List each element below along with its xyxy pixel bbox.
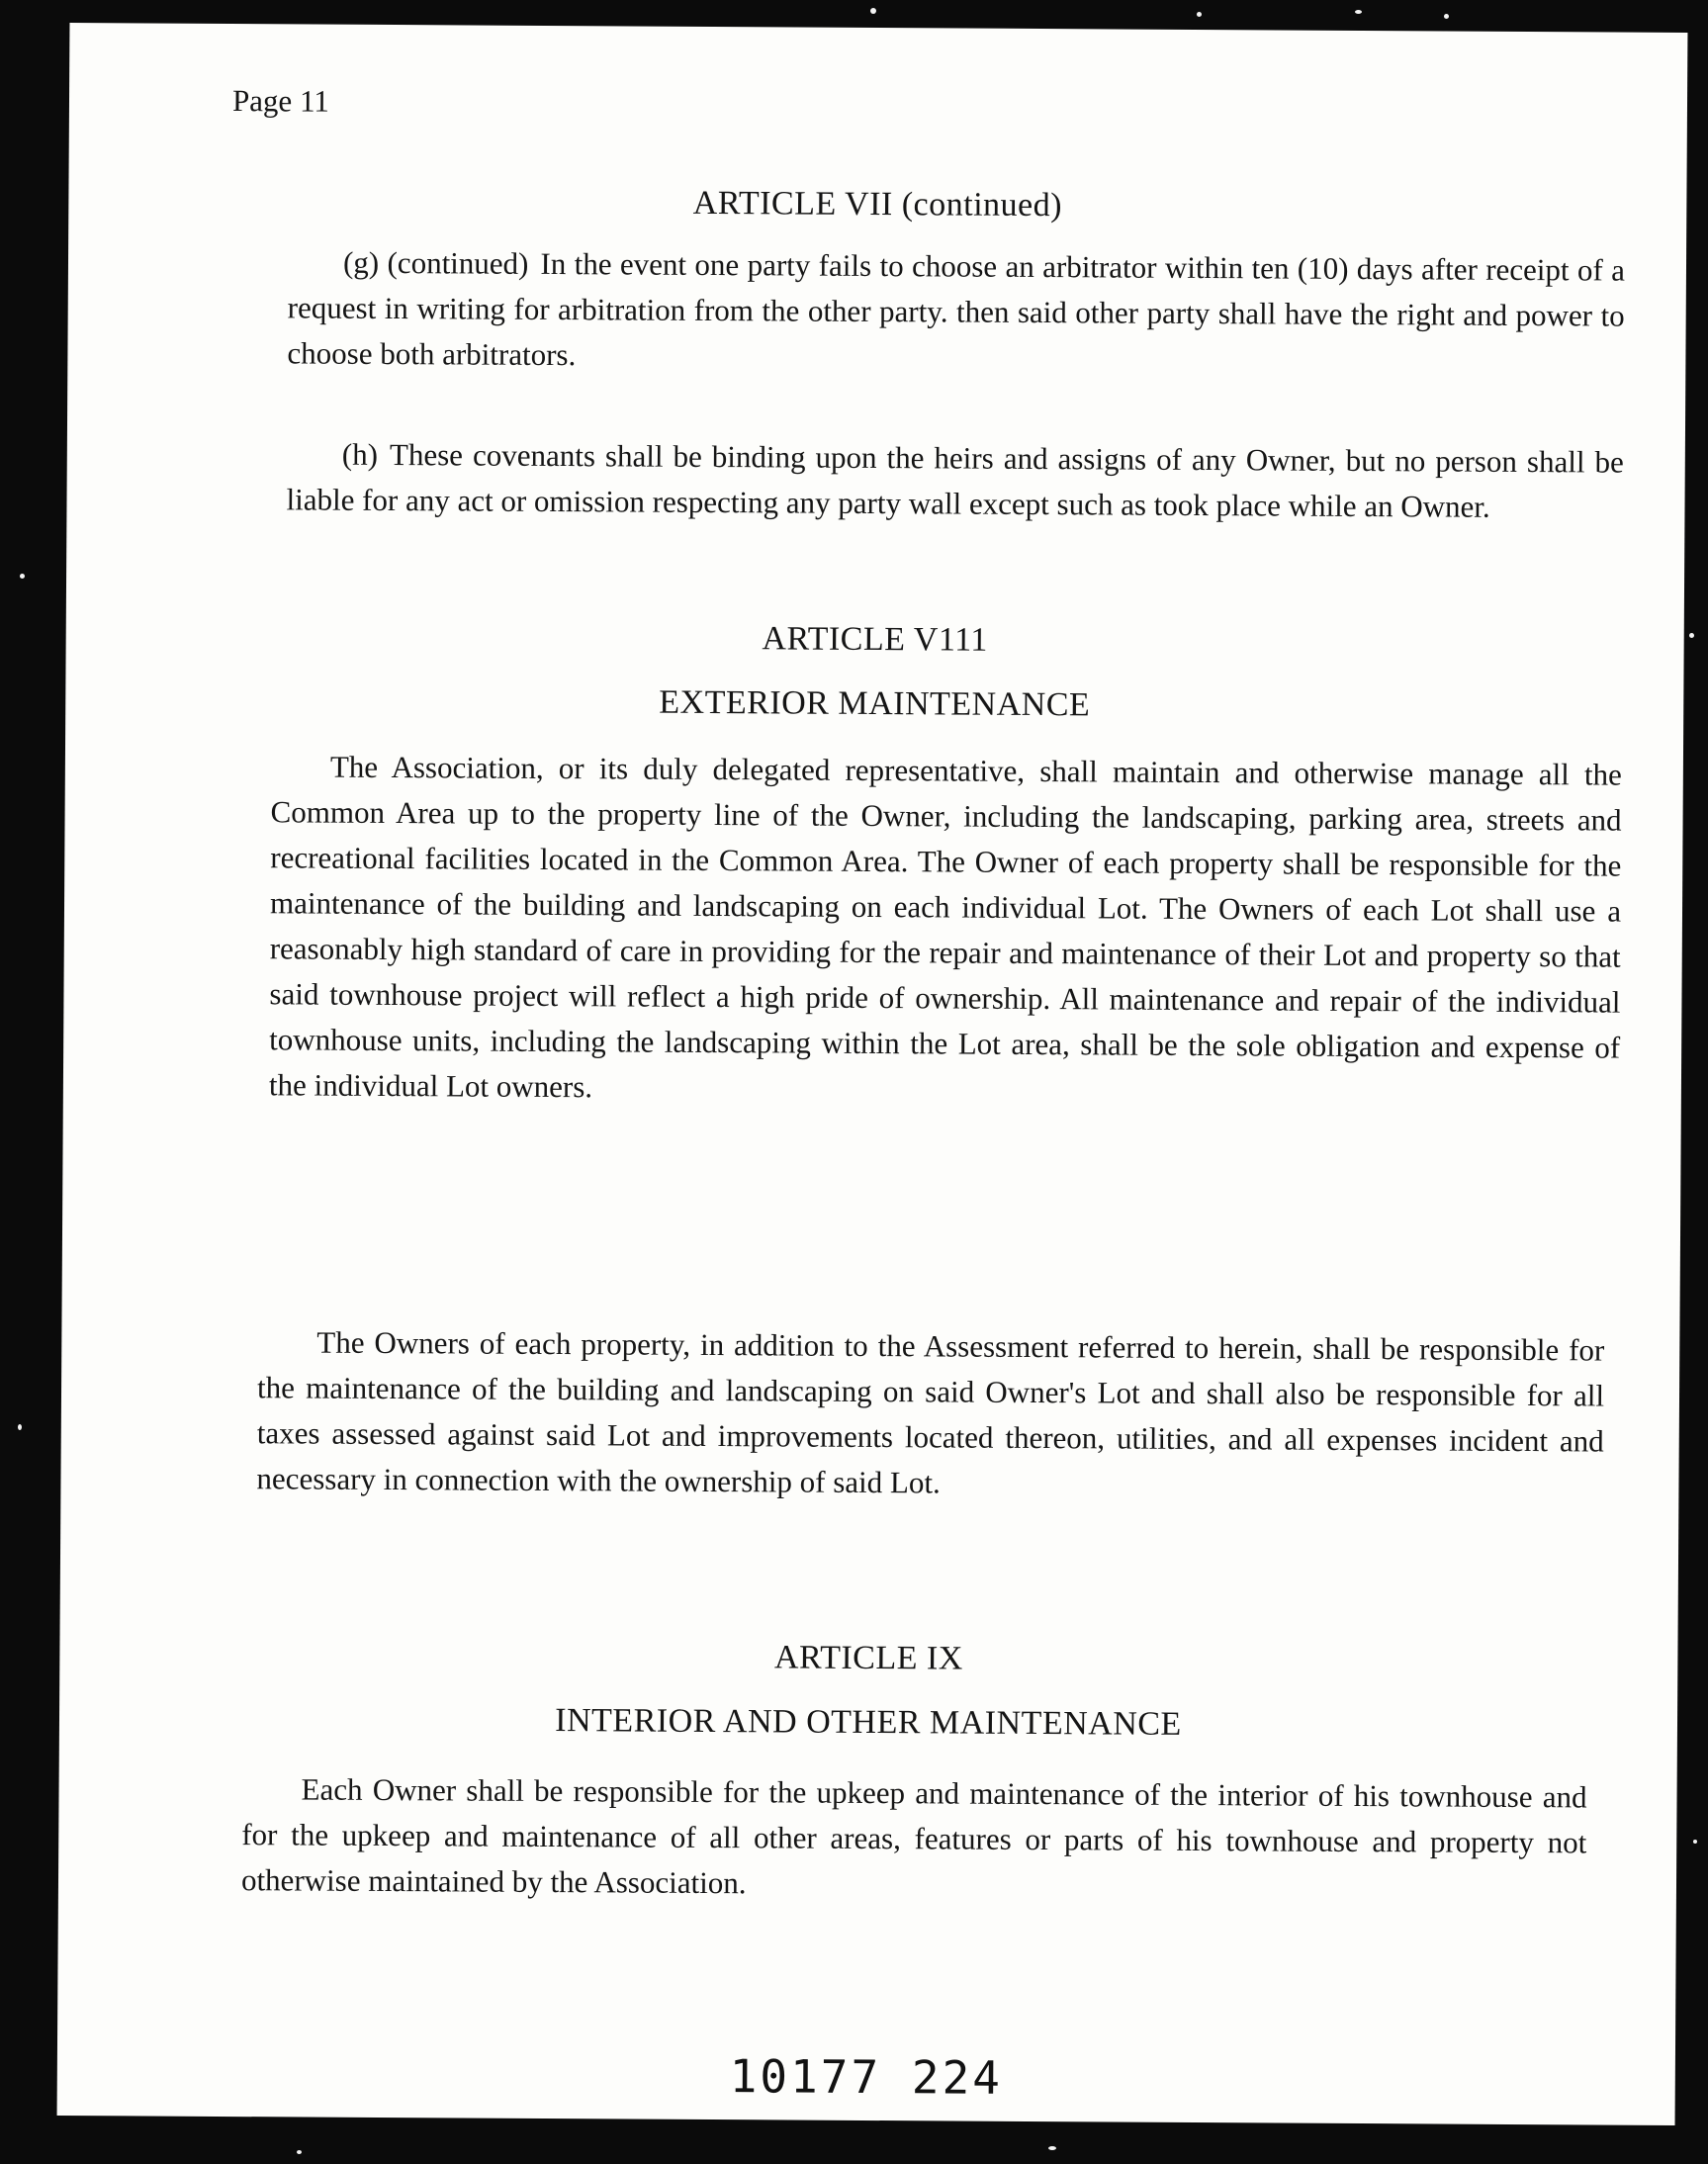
- article-8-paragraph-2: [256, 1319, 1604, 1509]
- document-number: 10177 224: [729, 2049, 1004, 2105]
- article-7-heading: ARTICLE VII (continued): [692, 184, 1063, 225]
- article-9-subheading: INTERIOR AND OTHER MAINTENANCE: [555, 1702, 1182, 1743]
- page-number: Page 11: [231, 83, 329, 119]
- paragraph-h-text: These covenants shall be binding upon the heirs and assigns of any Owner, but no person shall be liable for any act or omission respecting any party wall except such as took place while an Owner.: [286, 437, 1624, 524]
- article-8-paragraph-2-text: The Owners of each property, in addition to the Assessment referred to herein, shall be responsible for the maintenance of the building and landscaping on said Owner's Lot and shall also be responsible for all taxes assessed against said Lot and improvements located thereon, utilities, and all expenses incident and necessary in connection with the ownership of said Lot.: [256, 1324, 1605, 1500]
- article-9-heading: ARTICLE IX: [773, 1639, 963, 1677]
- scan-speck: [18, 1424, 22, 1430]
- scan-speck: [20, 574, 25, 579]
- document-sheet: [57, 23, 1688, 2125]
- scan-speck: [870, 8, 876, 14]
- scan-speck: [1444, 14, 1449, 19]
- article-9-paragraph-1-text: Each Owner shall be responsible for the upkeep and maintenance of the interior of his townhouse and for the upkeep and maintenance of all other areas, features or parts of his townhouse and property not otherwise maintained by the Association.: [240, 1771, 1587, 1901]
- article-8-heading: ARTICLE V111: [762, 620, 988, 659]
- scan-speck: [1048, 2146, 1056, 2150]
- scan-speck: [1355, 10, 1362, 14]
- article-8-paragraph-1: [269, 744, 1622, 1116]
- article-8-subheading: EXTERIOR MAINTENANCE: [659, 683, 1091, 724]
- paragraph-g-label: (g) (continued): [342, 244, 529, 281]
- article-8-paragraph-1-text: The Association, or its duly delegated representative, shall maintain and otherwise manage all the Common Area up to the property line of the Owner, including the landscaping, parking area, streets and recreational facilities located in the Common Area. The Owner of each property shall be responsible for the maintenance of the building and landscaping on each individual Lot. The Owners of each Lot shall use a reasonably high standard of care in providing for the repair and maintenance of their Lot and property so that said townhouse project will reflect a high pride of ownership. All maintenance and repair of the individual townhouse units, including the landscaping within the Lot area, shall be the sole obligation and expense of the individual Lot owners.: [268, 749, 1622, 1105]
- paragraph-g-text: In the event one party fails to choose an arbitrator within ten (10) days after receipt of a request in writing for arbitration from the other party. then said other party shall have the right and power to choose both arbitrators.: [287, 245, 1626, 373]
- document-body: [57, 23, 1688, 2125]
- scan-speck: [1197, 12, 1202, 17]
- article-7-paragraph-g: [287, 239, 1625, 384]
- scan-speck: [1689, 633, 1694, 638]
- scan-speck: [1693, 1840, 1697, 1844]
- article-7-paragraph-h: [286, 431, 1624, 530]
- paragraph-h-label: (h): [341, 436, 379, 472]
- scan-speck: [297, 2150, 302, 2154]
- article-9-paragraph-1: [241, 1766, 1587, 1911]
